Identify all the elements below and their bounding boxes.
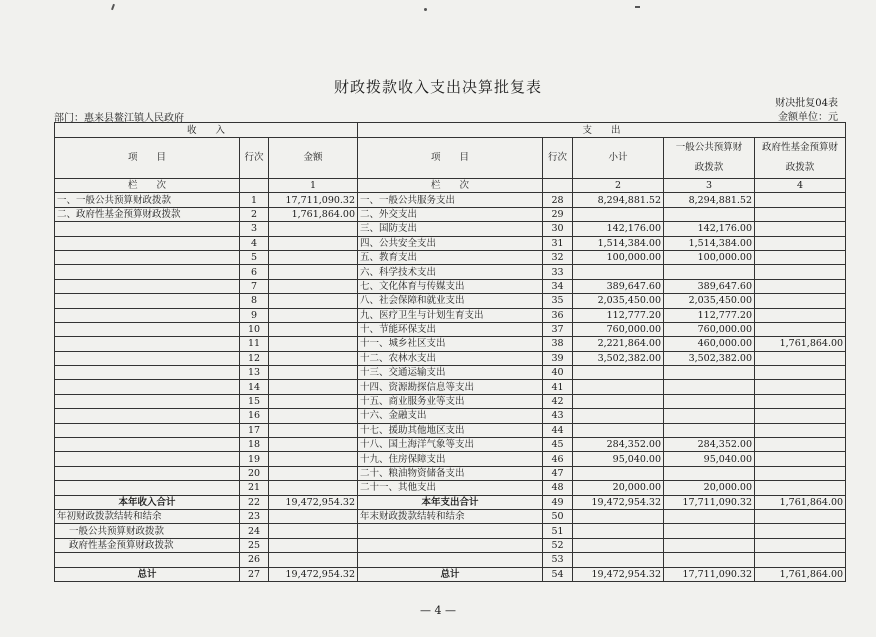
expense-fund [755,222,846,236]
expense-row-no: 42 [543,394,573,408]
expense-item [358,538,543,552]
expense-fund [755,423,846,437]
expense-row-no: 39 [543,351,573,365]
expense-general: 8,294,881.52 [664,193,755,207]
expense-fund [755,265,846,279]
income-row-no: 26 [240,553,269,567]
table-row [55,380,846,394]
column-header-row [55,138,846,179]
income-column-label: 栏 次 [55,179,240,193]
income-row-no: 25 [240,538,269,552]
income-amount [269,524,358,538]
expense-subtotal [573,207,664,221]
income-row-no: 1 [240,193,269,207]
income-item [55,481,240,495]
expense-subtotal: 112,777.20 [573,308,664,322]
section-header-row [55,123,846,138]
expense-item: 八、社会保障和就业支出 [358,294,543,308]
expense-subtotal [573,409,664,423]
expense-general [664,366,755,380]
carry-over-row [55,538,846,552]
expense-row-no: 40 [543,366,573,380]
income-item [55,322,240,336]
expense-fund [755,308,846,322]
table-row [55,481,846,495]
expense-subtotal [573,423,664,437]
expense-item: 五、教育支出 [358,250,543,264]
income-amount [269,394,358,408]
income-item [55,553,240,567]
expense-fund [755,250,846,264]
empty-cell [543,179,573,193]
scan-mark [635,6,640,8]
expense-fund [755,207,846,221]
year-total-row [55,495,846,509]
expense-subtotal [573,538,664,552]
expense-row-no: 47 [543,466,573,480]
expense-general [664,423,755,437]
expense-fund [755,553,846,567]
department-label: 部门：惠来县鳌江镇人民政府 [54,113,184,124]
expense-subtotal [573,553,664,567]
table-row [55,366,846,380]
income-item [55,351,240,365]
scan-mark [424,8,427,11]
table-row [55,193,846,207]
expense-general: 95,040.00 [664,452,755,466]
expense-row-no: 49 [543,495,573,509]
income-amount [269,351,358,365]
expense-fund [755,438,846,452]
expense-general: 3,502,382.00 [664,351,755,365]
expense-general: 1,514,384.00 [664,236,755,250]
income-item: 年初财政拨款结转和结余 [55,509,240,523]
table-row [55,409,846,423]
expense-general [664,409,755,423]
income-item [55,380,240,394]
expense-fund [755,236,846,250]
income-amount [269,466,358,480]
page-number: — 4 — [420,604,456,617]
expense-row-no: 46 [543,452,573,466]
income-item [55,279,240,293]
expense-row-no: 53 [543,553,573,567]
expense-row-no: 36 [543,308,573,322]
income-row-no: 15 [240,394,269,408]
expense-general: 142,176.00 [664,222,755,236]
expense-fund [755,279,846,293]
column-index-3: 3 [664,179,755,193]
amount-unit: 金额单位：元 [778,112,838,123]
table-row [55,250,846,264]
income-amount [269,423,358,437]
income-amount: 19,472,954.32 [269,495,358,509]
income-amount [269,236,358,250]
income-row-no: 2 [240,207,269,221]
expense-item: 二十、粮油物资储备支出 [358,466,543,480]
income-amount [269,366,358,380]
general-budget-header: 一般公共预算财政拨款 [664,138,755,179]
income-item [55,265,240,279]
income-amount [269,481,358,495]
income-row-no: 6 [240,265,269,279]
expense-item: 十四、资源勘探信息等支出 [358,380,543,394]
expense-subtotal [573,524,664,538]
expense-subtotal: 284,352.00 [573,438,664,452]
income-header: 收 入 [55,123,358,138]
subtotal-header: 小计 [573,138,664,179]
income-row-no: 20 [240,466,269,480]
income-item [55,409,240,423]
expense-item: 六、科学技术支出 [358,265,543,279]
income-row-no: 19 [240,452,269,466]
carry-over-row [55,509,846,523]
expense-general: 17,711,090.32 [664,495,755,509]
income-item [55,438,240,452]
expense-column-label: 栏 次 [358,179,543,193]
income-amount [269,222,358,236]
expense-subtotal [573,265,664,279]
expense-item: 十九、住房保障支出 [358,452,543,466]
expense-row-no: 43 [543,409,573,423]
income-amount: 1,761,864.00 [269,207,358,221]
expense-row-no: 51 [543,524,573,538]
expense-fund [755,452,846,466]
expense-general [664,207,755,221]
income-row-no: 16 [240,409,269,423]
expense-general: 389,647.60 [664,279,755,293]
expense-row-no: 41 [543,380,573,394]
income-amount [269,538,358,552]
income-amount [269,279,358,293]
expense-fund [755,538,846,552]
column-index-row [55,179,846,193]
expense-item [358,524,543,538]
table-row [55,337,846,351]
income-item [55,308,240,322]
expense-row-no: 29 [543,207,573,221]
expense-item: 十五、商业服务业等支出 [358,394,543,408]
expense-row-no: 32 [543,250,573,264]
column-index-4: 4 [755,179,846,193]
expense-item: 二十一、其他支出 [358,481,543,495]
table-row [55,207,846,221]
expense-subtotal [573,366,664,380]
income-amount [269,452,358,466]
income-item [55,466,240,480]
expense-subtotal: 8,294,881.52 [573,193,664,207]
expense-general: 460,000.00 [664,337,755,351]
expense-row-no: 44 [543,423,573,437]
table-row [55,222,846,236]
income-amount [269,265,358,279]
income-row-no: 9 [240,308,269,322]
table-row [55,351,846,365]
expense-general [664,553,755,567]
income-item: 一般公共预算财政拨款 [55,524,240,538]
year-total-row-expense-label: 本年支出合计 [358,495,543,509]
expense-general [664,394,755,408]
expense-row-no: 50 [543,509,573,523]
expense-item-header: 项 目 [358,138,543,179]
expense-fund [755,409,846,423]
expense-fund: 1,761,864.00 [755,495,846,509]
income-amount [269,553,358,567]
expense-general: 2,035,450.00 [664,294,755,308]
expense-fund [755,193,846,207]
income-item [55,452,240,466]
expense-item: 年末财政拨款结转和结余 [358,509,543,523]
expense-row-no: 30 [543,222,573,236]
expense-fund [755,466,846,480]
income-row-no: 11 [240,337,269,351]
income-item: 一、一般公共预算财政拨款 [55,193,240,207]
expense-subtotal: 95,040.00 [573,452,664,466]
expense-row-no: 31 [543,236,573,250]
expense-item [358,553,543,567]
expense-fund [755,524,846,538]
table-title: 财政拨款收入支出决算批复表 [333,78,542,96]
expense-fund [755,380,846,394]
income-row-no: 10 [240,322,269,336]
income-item [55,250,240,264]
expense-item: 十一、城乡社区支出 [358,337,543,351]
year-total-row-income-label: 本年收入合计 [55,495,240,509]
income-amount [269,308,358,322]
income-amount [269,337,358,351]
expense-row-no: 38 [543,337,573,351]
expense-general [664,538,755,552]
table-row [55,279,846,293]
expense-subtotal [573,466,664,480]
income-row-no: 14 [240,380,269,394]
income-amount [269,509,358,523]
income-item [55,294,240,308]
income-item [55,366,240,380]
expense-item: 十六、金融支出 [358,409,543,423]
expense-subtotal: 142,176.00 [573,222,664,236]
income-row-no: 24 [240,524,269,538]
income-row-no-header: 行次 [240,138,269,179]
expense-header: 支 出 [358,123,846,138]
income-row-no: 5 [240,250,269,264]
expense-general [664,466,755,480]
table-row [55,466,846,480]
column-index-1: 1 [269,179,358,193]
income-item: 二、政府性基金预算财政拨款 [55,207,240,221]
expense-subtotal: 19,472,954.32 [573,567,664,581]
expense-item: 十二、农林水支出 [358,351,543,365]
table-row [55,438,846,452]
income-item: 政府性基金预算财政拨款 [55,538,240,552]
expense-subtotal: 20,000.00 [573,481,664,495]
carry-over-row [55,553,846,567]
income-item [55,222,240,236]
empty-cell [240,179,269,193]
income-item [55,423,240,437]
expense-general [664,524,755,538]
carry-over-row [55,524,846,538]
income-row-no: 27 [240,567,269,581]
income-amount: 17,711,090.32 [269,193,358,207]
table-row [55,322,846,336]
expense-general: 760,000.00 [664,322,755,336]
expense-item: 十三、交通运输支出 [358,366,543,380]
expense-general: 20,000.00 [664,481,755,495]
income-row-no: 13 [240,366,269,380]
expense-subtotal: 760,000.00 [573,322,664,336]
expense-general: 112,777.20 [664,308,755,322]
expense-row-no: 54 [543,567,573,581]
fund-budget-header: 政府性基金预算财政拨款 [755,138,846,179]
expense-fund [755,366,846,380]
income-amount [269,322,358,336]
expense-fund: 1,761,864.00 [755,567,846,581]
table-row [55,236,846,250]
expense-fund [755,509,846,523]
scan-mark [111,4,115,10]
income-item [55,394,240,408]
income-row-no: 8 [240,294,269,308]
expense-general: 284,352.00 [664,438,755,452]
expense-item: 二、外交支出 [358,207,543,221]
expense-general [664,380,755,394]
expense-general: 17,711,090.32 [664,567,755,581]
amount-header: 金额 [269,138,358,179]
expense-row-no: 35 [543,294,573,308]
income-row-no: 18 [240,438,269,452]
expense-row-no-header: 行次 [543,138,573,179]
income-row-no: 21 [240,481,269,495]
grand-total-row-expense-label: 总计 [358,567,543,581]
expense-subtotal: 3,502,382.00 [573,351,664,365]
expense-general: 100,000.00 [664,250,755,264]
income-amount [269,380,358,394]
expense-item: 十八、国土海洋气象等支出 [358,438,543,452]
expense-subtotal: 2,035,450.00 [573,294,664,308]
expense-row-no: 28 [543,193,573,207]
expense-row-no: 48 [543,481,573,495]
expense-row-no: 45 [543,438,573,452]
grand-total-row [55,567,846,581]
expense-row-no: 34 [543,279,573,293]
expense-row-no: 33 [543,265,573,279]
expense-subtotal: 2,221,864.00 [573,337,664,351]
appropriation-table [54,122,846,582]
income-row-no: 3 [240,222,269,236]
expense-general [664,265,755,279]
expense-fund [755,481,846,495]
expense-item: 一、一般公共服务支出 [358,193,543,207]
income-item-header: 项 目 [55,138,240,179]
expense-subtotal: 1,514,384.00 [573,236,664,250]
income-amount: 19,472,954.32 [269,567,358,581]
income-row-no: 17 [240,423,269,437]
expense-fund [755,351,846,365]
expense-item: 十七、援助其他地区支出 [358,423,543,437]
income-amount [269,409,358,423]
expense-item: 四、公共安全支出 [358,236,543,250]
expense-general [664,509,755,523]
income-amount [269,438,358,452]
income-item [55,337,240,351]
expense-fund [755,394,846,408]
form-id: 财决批复04表 [775,98,838,109]
income-item [55,236,240,250]
expense-fund [755,322,846,336]
table-row [55,423,846,437]
income-row-no: 23 [240,509,269,523]
table-row [55,294,846,308]
expense-fund [755,294,846,308]
income-amount [269,294,358,308]
table-body [55,123,846,582]
expense-subtotal [573,394,664,408]
expense-subtotal: 389,647.60 [573,279,664,293]
table-row [55,308,846,322]
grand-total-row-income-label: 总计 [55,567,240,581]
column-index-2: 2 [573,179,664,193]
income-row-no: 7 [240,279,269,293]
expense-subtotal: 100,000.00 [573,250,664,264]
expense-subtotal [573,509,664,523]
expense-fund: 1,761,864.00 [755,337,846,351]
expense-item: 七、文化体育与传媒支出 [358,279,543,293]
income-row-no: 22 [240,495,269,509]
income-amount [269,250,358,264]
table-row [55,394,846,408]
table-row [55,452,846,466]
table-row [55,265,846,279]
expense-item: 三、国防支出 [358,222,543,236]
income-row-no: 4 [240,236,269,250]
expense-row-no: 37 [543,322,573,336]
expense-subtotal [573,380,664,394]
expense-row-no: 52 [543,538,573,552]
expense-item: 十、节能环保支出 [358,322,543,336]
expense-subtotal: 19,472,954.32 [573,495,664,509]
expense-item: 九、医疗卫生与计划生育支出 [358,308,543,322]
income-row-no: 12 [240,351,269,365]
